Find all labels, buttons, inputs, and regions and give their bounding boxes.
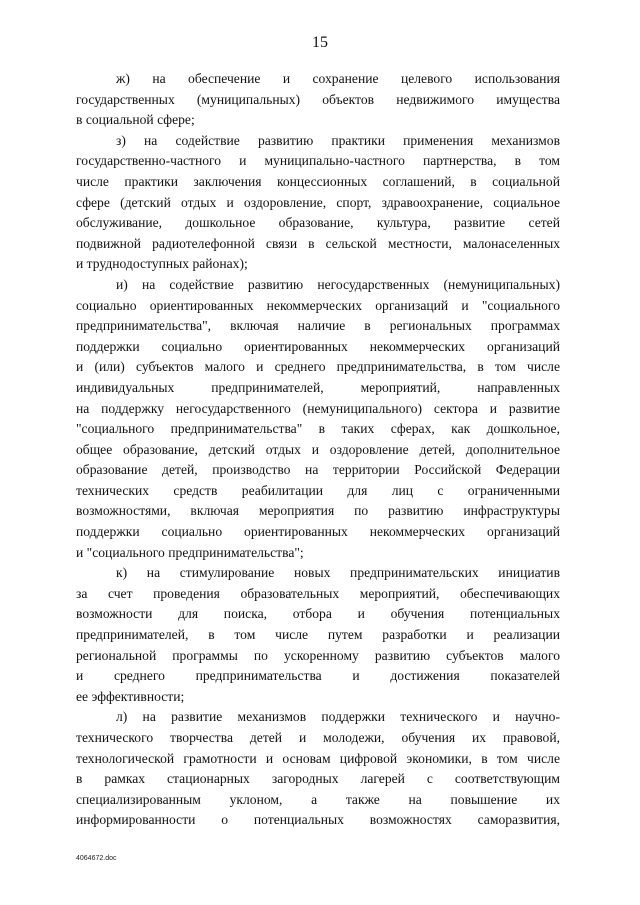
text-line: региональной программы по ускоренному развитию субъектов малого [76,647,560,663]
text-line: ее эффективности; [76,688,185,704]
paragraph-l [76,707,560,831]
document-body [76,69,560,831]
text-line: государственных (муниципальных) объектов недвижимого имущества [76,91,560,107]
text-line: предпринимательства", включая наличие в региональных программах [76,318,560,334]
text-line: л) на развитие механизмов поддержки технического и научно- [116,709,560,725]
text-line: технических средств реабилитации для лиц с ограниченными [76,482,560,498]
text-line: на поддержку негосударственного (немуниципального) сектора и развитие [76,400,560,416]
text-line: за счет проведения образовательных мероприятий, обеспечивающих [76,585,560,601]
paragraph-zh [76,69,560,131]
document-filename: 4064672.doc [76,855,117,862]
text-line: предпринимателей, в том числе путем разработки и реализации [76,627,560,643]
text-line: ж) на обеспечение и сохранение целевого использования [116,71,560,86]
text-line: "социального предпринимательства" в таких сферах, как дошкольное, [76,421,560,437]
text-line: числе практики заключения концессионных соглашений, в социальной [76,173,560,189]
text-line: специализированным уклоном, а также на повышение их [76,791,560,807]
text-line: и (или) субъектов малого и среднего предпринимательства, в том числе [76,359,560,375]
text-line: сфере (детский отдых и оздоровление, спорт, здравоохранение, социальное [76,194,560,210]
text-line: в рамках стационарных загородных лагерей с соответствующим [76,771,560,787]
text-line: к) на стимулирование новых предпринимательских инициатив [116,565,560,581]
text-line: государственно-частного и муниципально-частного партнерства, в том [76,153,560,169]
page-number: 15 [312,34,328,51]
text-line: возможностями, включая мероприятия по развитию инфраструктуры [76,503,560,519]
text-line: технологической грамотности и основам цифровой экономики, в том числе [76,750,560,766]
text-line: и труднодоступных районах); [76,256,248,272]
text-line: индивидуальных предпринимателей, мероприятий, направленных [76,379,560,395]
text-line: и среднего предпринимательства и достижения показателей [76,668,560,684]
text-line: поддержки социально ориентированных некоммерческих организаций [76,338,560,354]
paragraph-i [76,275,560,563]
text-line: образование детей, производство на территории Российской Федерации [76,462,560,478]
text-line: поддержки социально ориентированных некоммерческих организаций [76,524,560,540]
paragraph-z [76,131,560,275]
text-line: и) на содействие развитию негосударственных (немуниципальных) [116,276,560,292]
text-line: подвижной радиотелефонной связи в сельской местности, малонаселенных [76,235,560,251]
text-line: технического творчества детей и молодежи, обучения их правовой, [76,730,560,745]
text-line: з) на содействие развитию практики применения механизмов [116,132,560,148]
text-line: возможности для поиска, отбора и обучения потенциальных [76,606,560,622]
text-line: социально ориентированных некоммерческих организаций и "социального [76,297,560,313]
text-line: в социальной сфере; [76,112,195,128]
text-line: общее образование, детский отдых и оздоровление детей, дополнительное [76,441,560,457]
text-line: обслуживание, дошкольное образование, культура, развитие сетей [76,215,560,231]
text-line: и "социального предпринимательства"; [76,544,304,560]
paragraph-k [76,563,560,707]
text-line: информированности о потенциальных возможностях саморазвития, [76,812,560,828]
